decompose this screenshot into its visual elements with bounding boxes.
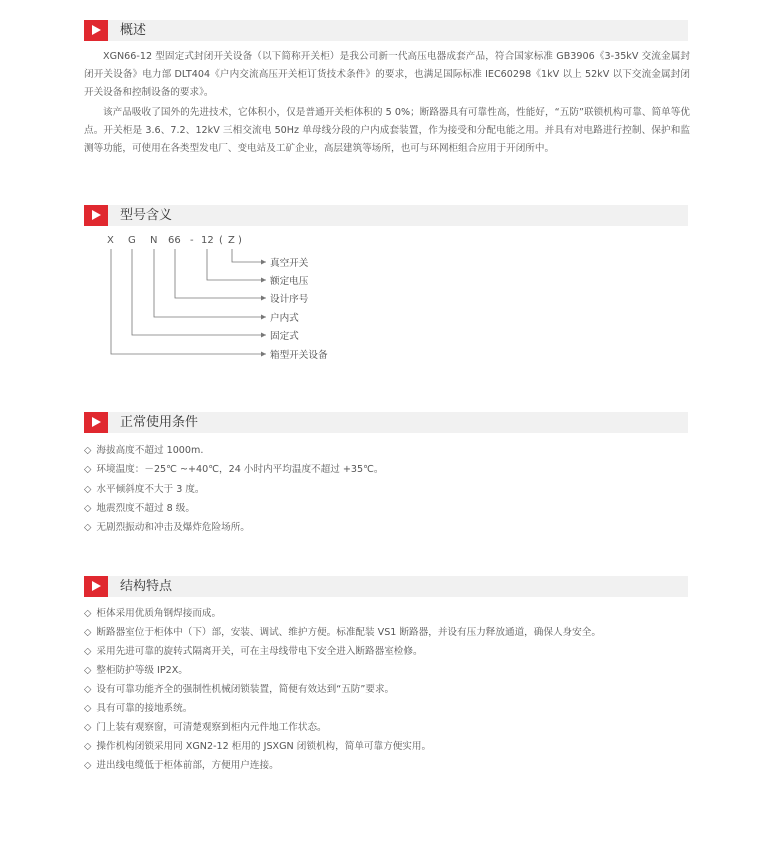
model-char-paren-open: ( bbox=[219, 235, 223, 246]
model-char-n: N bbox=[150, 235, 158, 246]
model-char-voltage: 12 bbox=[201, 235, 214, 246]
model-label-fixed: 固定式 bbox=[270, 331, 299, 342]
diamond-bullet-icon: ◇ bbox=[84, 646, 92, 657]
model-char-paren-close: ) bbox=[238, 235, 242, 246]
model-label-design-number: 设计序号 bbox=[270, 294, 309, 305]
list-item: ◇ 水平倾斜度不大于 3 度。 bbox=[84, 483, 205, 495]
play-arrow-icon bbox=[84, 576, 108, 597]
list-item: ◇ 无剧烈振动和冲击及爆炸危险场所。 bbox=[84, 522, 250, 534]
diamond-bullet-icon: ◇ bbox=[84, 741, 92, 752]
diamond-bullet-icon: ◇ bbox=[84, 502, 92, 514]
overview-paragraph-2: 该产品吸收了国外的先进技术，它体积小，仅是普通开关柜体积的 5 0%；断路器具有可靠性高，性能好，“五防”联锁机构可靠、简单等优点。开关柜是 3.6、7.2、12kV 三相交流电 50Hz 单母线分段的户内成套装置，作为接受和分配电能之用。并具有对电路进行控制、保护和监测等功能，可使用在各类型发电厂、变电站及工矿企业，高层建筑等场所，也可与环网柜组合应用于开闭所中。 bbox=[84, 107, 690, 155]
model-char-z: Z bbox=[228, 235, 235, 246]
section-title: 型号含义 bbox=[120, 208, 173, 223]
diamond-bullet-icon: ◇ bbox=[84, 684, 92, 695]
diamond-bullet-icon: ◇ bbox=[84, 608, 92, 619]
diamond-bullet-icon: ◇ bbox=[84, 760, 92, 771]
model-char-g: G bbox=[128, 235, 136, 246]
model-label-box-type: 箱型开关设备 bbox=[270, 350, 328, 361]
section-header-structure bbox=[84, 576, 688, 597]
model-label-rated-voltage: 额定电压 bbox=[270, 276, 309, 287]
section-header-conditions bbox=[84, 412, 688, 433]
diamond-bullet-icon: ◇ bbox=[84, 483, 92, 495]
diamond-bullet-icon: ◇ bbox=[84, 464, 92, 476]
list-item: ◇ 整柜防护等级 IP2X。 bbox=[84, 665, 188, 676]
model-label-indoor: 户内式 bbox=[270, 313, 299, 324]
model-char-dash: - bbox=[190, 235, 194, 246]
list-item: ◇ 环境温度：－25℃ ~+40℃，24 小时内平均温度不超过 +35℃。 bbox=[84, 464, 384, 476]
diamond-bullet-icon: ◇ bbox=[84, 445, 92, 456]
diamond-bullet-icon: ◇ bbox=[84, 627, 92, 638]
list-item: ◇ 柜体采用优质角钢焊接而成。 bbox=[84, 608, 222, 619]
conditions-list bbox=[84, 441, 384, 537]
model-label-vacuum-switch: 真空开关 bbox=[270, 258, 309, 269]
model-char-x: X bbox=[107, 235, 114, 246]
list-item: ◇ 海拔高度不超过 1000m. bbox=[84, 445, 204, 456]
structure-list bbox=[84, 604, 601, 775]
diamond-bullet-icon: ◇ bbox=[84, 703, 92, 714]
list-item: ◇ 具有可靠的接地系统。 bbox=[84, 703, 193, 714]
diamond-bullet-icon: ◇ bbox=[84, 665, 92, 676]
list-item: ◇ 采用先进可靠的旋转式隔离开关，可在主母线带电下安全进入断路器室检修。 bbox=[84, 646, 423, 657]
diamond-bullet-icon: ◇ bbox=[84, 522, 92, 534]
section-title: 正常使用条件 bbox=[120, 415, 199, 430]
section-title: 概述 bbox=[120, 23, 147, 38]
section-title: 结构特点 bbox=[120, 579, 173, 594]
list-item: ◇ 门上装有观察窗，可清楚观察到柜内元件地工作状态。 bbox=[84, 722, 327, 733]
list-item: ◇ 进出线电缆低于柜体前部，方便用户连接。 bbox=[84, 760, 279, 771]
model-char-series: 66 bbox=[168, 235, 181, 246]
list-item: ◇ 地震烈度不超过 8 级。 bbox=[84, 502, 195, 514]
overview-paragraph-1: XGN66-12 型固定式封闭开关设备（以下简称开关柜）是我公司新一代高压电器成套产品，符合国家标准 GB3906《3-35kV 交流金属封闭开关设备》电力部 DLT404《户内交流高压开关柜订货技术条件》的要求，也满足国际标准 IEC60298《1kV 以上 52kV 以下交流金属封闭开关设备和控制设备的要求》。 bbox=[84, 51, 690, 99]
list-item: ◇ 设有可靠功能齐全的强制性机械闭锁装置，简便有效达到“五防”要求。 bbox=[84, 684, 395, 695]
list-item: ◇ 断路器室位于柜体中（下）部，安装、调试、维护方便。标准配装 VS1 断路器，并设有压力释放通道，确保人身安全。 bbox=[84, 627, 601, 638]
list-item: ◇ 操作机构闭锁采用同 XGN2-12 柜用的 JSXGN 闭锁机构，简单可靠方便实用。 bbox=[84, 741, 432, 752]
play-arrow-icon bbox=[84, 412, 108, 433]
diamond-bullet-icon: ◇ bbox=[84, 722, 92, 733]
